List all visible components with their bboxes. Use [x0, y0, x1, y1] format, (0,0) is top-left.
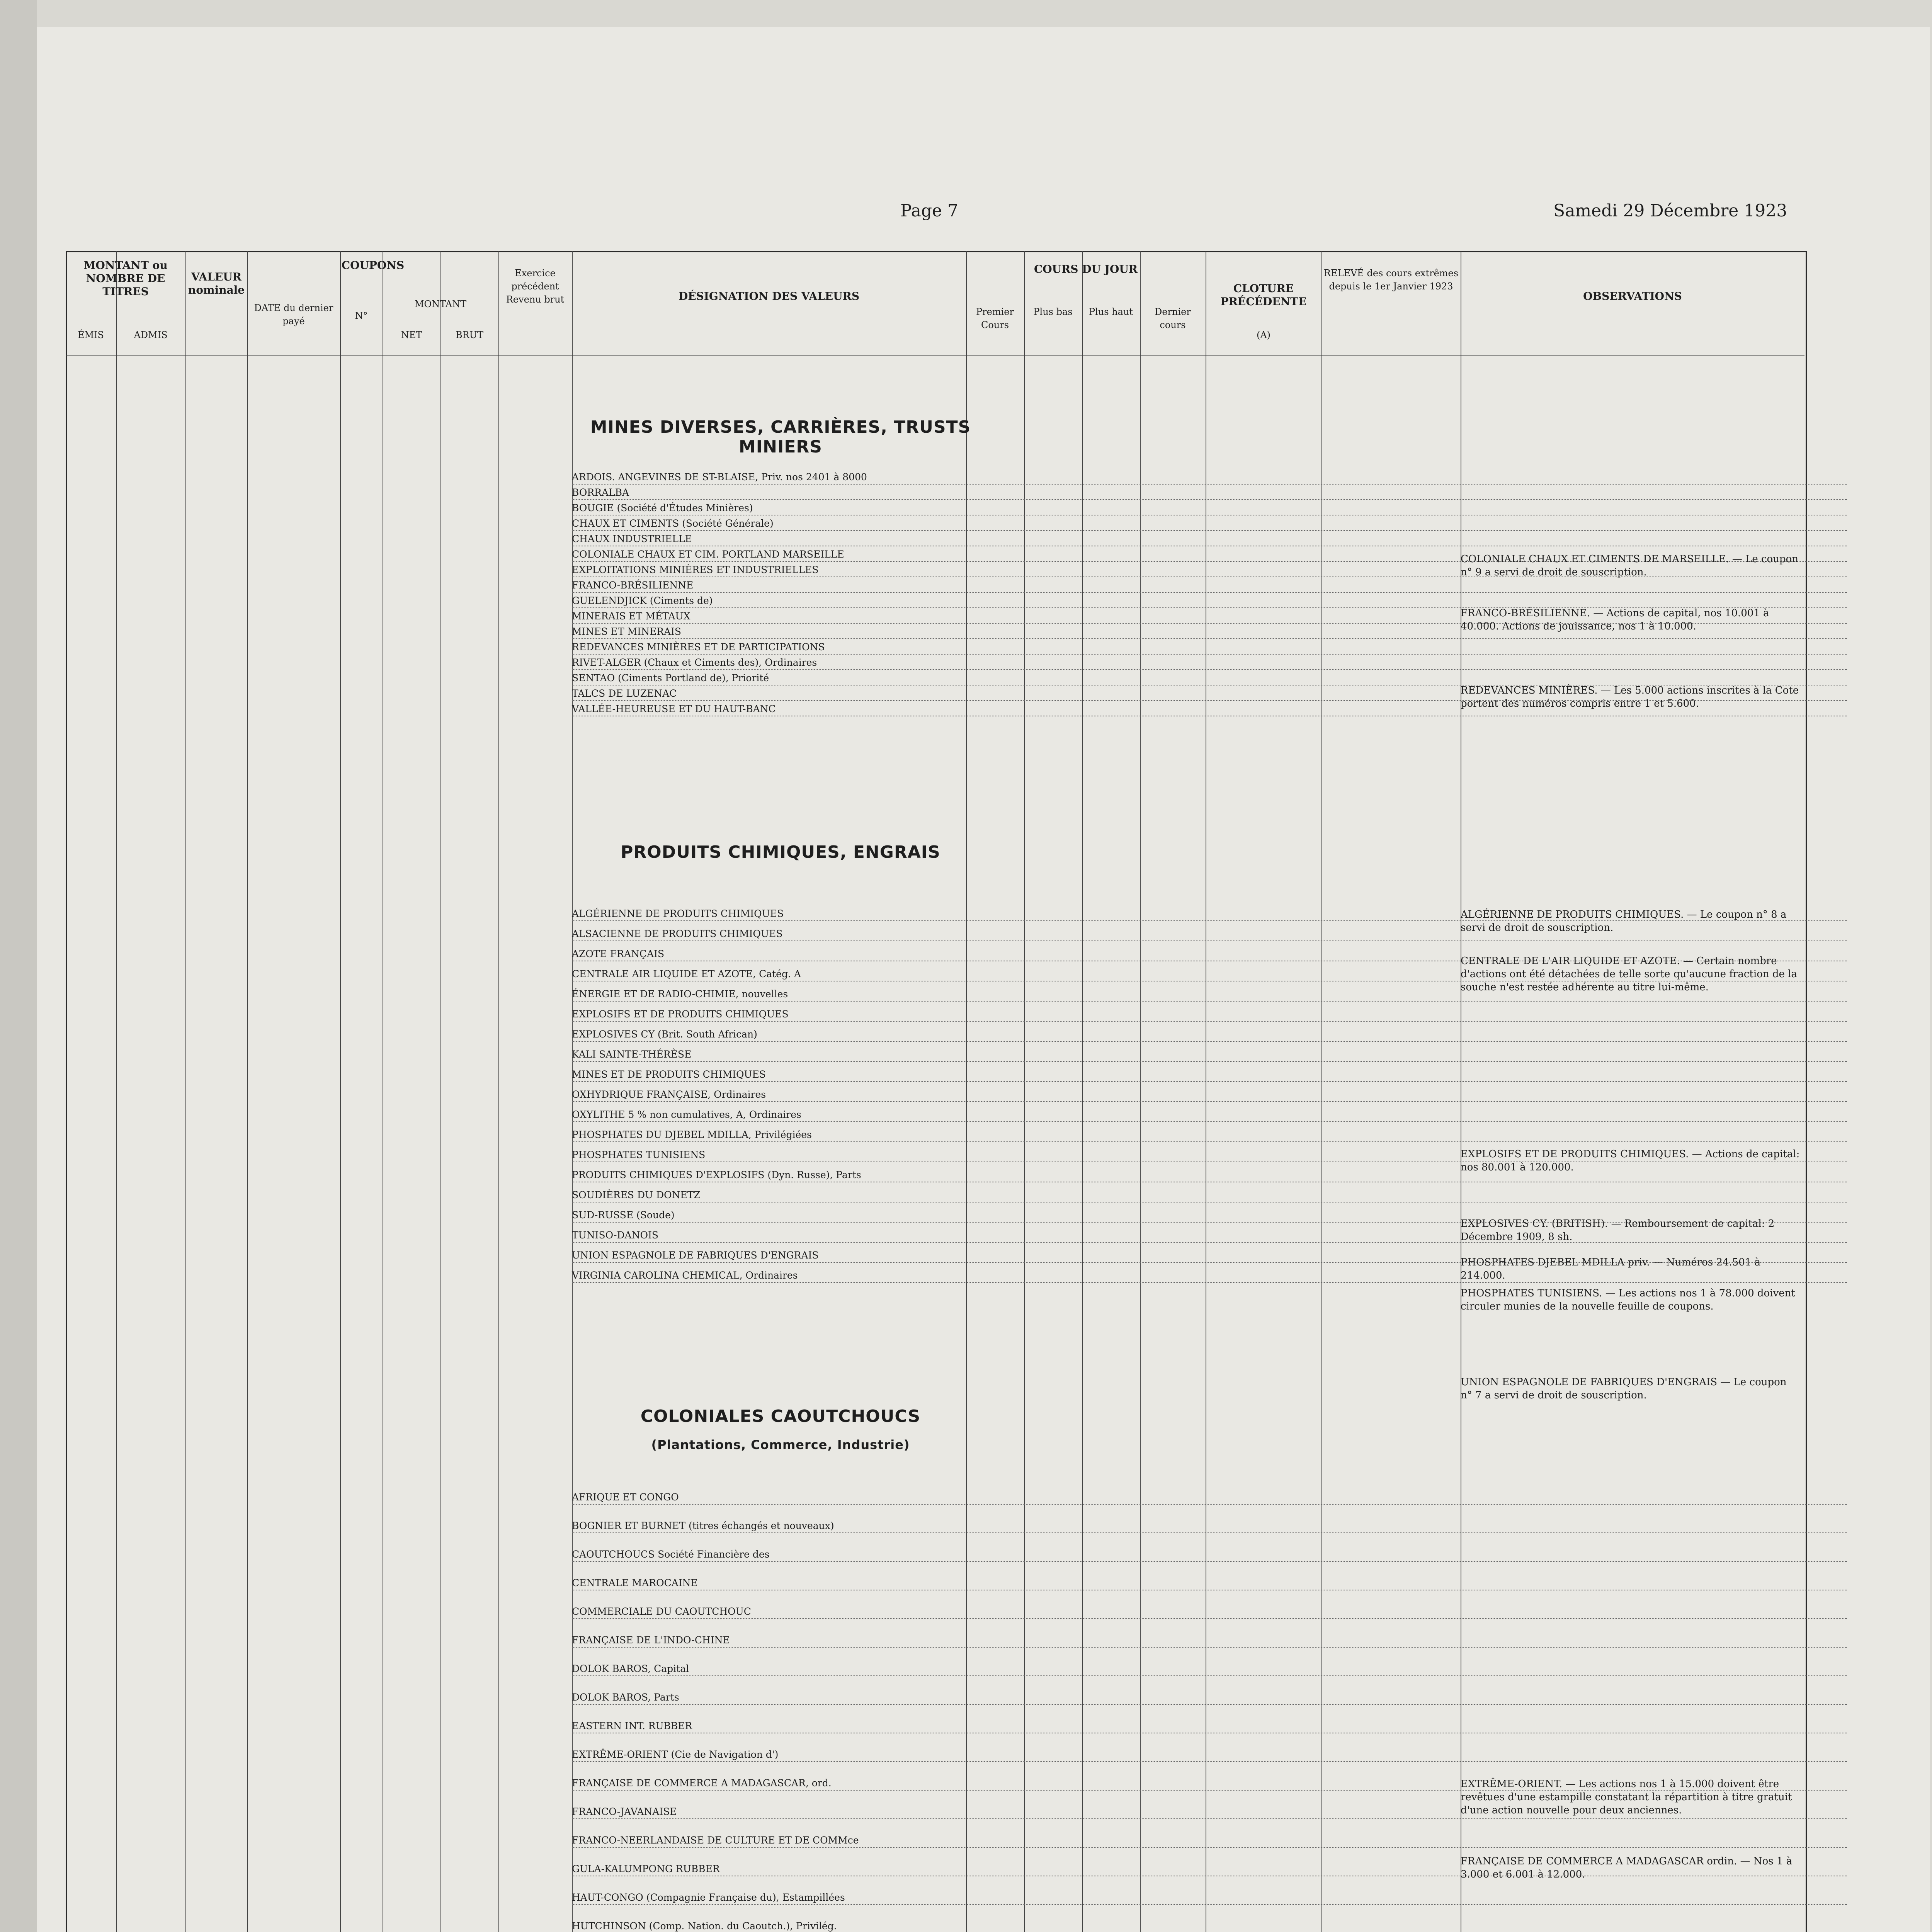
observation-note: REDEVANCES MINIÈRES. — Les 5.000 actions inscrites à la Cote portent des numéros compris entre 1 et 5.600.	[1461, 685, 1799, 709]
section-title-chimiques: PRODUITS CHIMIQUES, ENGRAIS	[621, 842, 940, 862]
observation-note: PHOSPHATES DJEBEL MDILLA priv. — Numéros 24.501 à 214.000.	[1461, 1257, 1761, 1281]
security-designation: VALLÉE-HEUREUSE ET DU HAUT-BANC	[572, 703, 776, 714]
observation-note: COLONIALE CHAUX ET CIMENTS DE MARSEILLE. — Le coupon n° 9 a servi de droit de souscription.	[1461, 553, 1798, 578]
row-leader-dots	[572, 1061, 1847, 1062]
hdr-observations: OBSERVATIONS	[1583, 290, 1682, 303]
security-designation: SENTAO (Ciments Portland de), Priorité	[572, 672, 769, 684]
table-row	[66, 1577, 1804, 1590]
row-leader-dots	[572, 1761, 1847, 1762]
security-designation: GUELENDJICK (Ciments de)	[572, 595, 713, 606]
table-row	[66, 1549, 1804, 1562]
security-designation: MINES ET MINERAIS	[572, 626, 682, 637]
row-leader-dots	[572, 1141, 1847, 1142]
row-leader-dots	[572, 499, 1847, 500]
table-row	[66, 1920, 1804, 1932]
security-designation: MINES ET DE PRODUITS CHIMIQUES	[572, 1069, 766, 1080]
row-leader-dots	[572, 654, 1847, 655]
table-row	[66, 1692, 1804, 1705]
security-designation: SUD-RUSSE (Soude)	[572, 1209, 675, 1221]
security-designation: EXPLOSIVES CY (Brit. South African)	[572, 1029, 757, 1040]
page-number: Page 7	[900, 201, 959, 221]
hdr-admis: ADMIS	[134, 330, 168, 340]
security-designation: MINERAIS ET MÉTAUX	[572, 611, 690, 622]
security-designation: DOLOK BAROS, Capital	[572, 1663, 689, 1674]
security-designation: PRODUITS CHIMIQUES D'EXPLOSIFS (Dyn. Russe), Parts	[572, 1169, 861, 1180]
security-designation: FRANCO-NEERLANDAISE DE CULTURE ET DE COMMce	[572, 1835, 859, 1846]
hdr-cours-du-jour: COURS DU JOUR	[1034, 263, 1138, 276]
security-designation: FRANÇAISE DE COMMERCE A MADAGASCAR, ord.	[572, 1777, 832, 1789]
row-leader-dots	[572, 1704, 1847, 1705]
row-leader-dots	[572, 1282, 1847, 1283]
security-designation: BOUGIE (Société d'Études Minières)	[572, 502, 753, 514]
security-designation: UNION ESPAGNOLE DE FABRIQUES D'ENGRAIS	[572, 1250, 819, 1261]
security-designation: COLONIALE CHAUX ET CIM. PORTLAND MARSEILLE	[572, 549, 844, 560]
row-leader-dots	[572, 1021, 1847, 1022]
table-row	[66, 641, 1804, 655]
table-row	[66, 672, 1804, 685]
security-designation: FRANCO-BRÉSILIENNE	[572, 580, 694, 591]
table-row	[66, 1009, 1804, 1022]
observation-note: PHOSPHATES TUNISIENS. — Les actions nos 1 à 78.000 doivent circuler munies de la nouvelle feuille de coupons.	[1461, 1287, 1795, 1312]
security-designation: CHAUX ET CIMENTS (Société Générale)	[572, 518, 774, 529]
row-leader-dots	[572, 940, 1847, 941]
row-leader-dots	[572, 484, 1847, 485]
security-designation: AFRIQUE ET CONGO	[572, 1492, 679, 1503]
row-leader-dots	[572, 1001, 1847, 1002]
security-designation: CAOUTCHOUCS Société Financière des	[572, 1549, 770, 1560]
hdr-cloture: CLOTURE PRÉCÉDENTE	[1220, 282, 1307, 308]
table-row	[66, 518, 1804, 531]
row-leader-dots	[572, 1101, 1847, 1102]
security-designation: TUNISO-DANOIS	[572, 1230, 658, 1241]
row-leader-dots	[572, 638, 1847, 639]
security-designation: TALCS DE LUZENAC	[572, 688, 677, 699]
hdr-net: NET	[401, 330, 422, 340]
hdr-dernier: Dernier cours	[1155, 306, 1191, 330]
security-designation: CENTRALE MAROCAINE	[572, 1577, 698, 1588]
security-designation: VIRGINIA CAROLINA CHEMICAL, Ordinaires	[572, 1270, 798, 1281]
table-row	[66, 1634, 1804, 1648]
hdr-no: N°	[355, 310, 368, 321]
observation-note: FRANCO-BRÉSILIENNE. — Actions de capital, nos 10.001 à 40.000. Actions de jouissance, nos 1 à 10.000.	[1461, 607, 1769, 632]
security-designation: RIVET-ALGER (Chaux et Ciments des), Ordinaires	[572, 657, 817, 668]
security-designation: FRANÇAISE DE L'INDO-CHINE	[572, 1634, 730, 1646]
section-title-coloniales: COLONIALES CAOUTCHOUCS	[640, 1406, 921, 1426]
hdr-designation: DÉSIGNATION DES VALEURS	[678, 290, 860, 303]
table-row	[66, 1089, 1804, 1102]
hdr-plus-haut: Plus haut	[1088, 306, 1133, 317]
hdr-releve: RELEVÉ des cours extrêmes depuis le 1er Janvier 1923	[1323, 268, 1459, 292]
hdr-brut: BRUT	[456, 330, 483, 340]
row-leader-dots	[572, 1041, 1847, 1042]
security-designation: EXPLOSIFS ET DE PRODUITS CHIMIQUES	[572, 1009, 789, 1020]
table-row	[66, 1189, 1804, 1202]
section-title-mines: MINES DIVERSES, CARRIÈRES, TRUSTS MINIERS	[590, 417, 971, 457]
hdr-exercice: Exercice précédent Revenu brut	[506, 268, 565, 305]
row-leader-dots	[572, 1818, 1847, 1819]
observation-note: EXPLOSIFS ET DE PRODUITS CHIMIQUES. — Actions de capital: nos 80.001 à 120.000.	[1461, 1148, 1800, 1173]
security-designation: EASTERN INT. RUBBER	[572, 1720, 692, 1731]
security-designation: BORRALBA	[572, 487, 629, 498]
security-designation: REDEVANCES MINIÈRES ET DE PARTICIPATIONS	[572, 641, 825, 653]
security-designation: OXYLITHE 5 % non cumulatives, A, Ordinaires	[572, 1109, 801, 1120]
table-row	[66, 502, 1804, 515]
security-designation: DOLOK BAROS, Parts	[572, 1692, 679, 1703]
security-designation: HUTCHINSON (Comp. Nation. du Caoutch.), Privilég.	[572, 1920, 837, 1932]
row-leader-dots	[572, 1561, 1847, 1562]
row-leader-dots	[572, 1081, 1847, 1082]
hdr-montant: MONTANT ou NOMBRE DE TITRES	[83, 259, 168, 298]
table-row	[66, 1129, 1804, 1142]
security-designation: ALGÉRIENNE DE PRODUITS CHIMIQUES	[572, 908, 784, 919]
observation-note: ALGÉRIENNE DE PRODUITS CHIMIQUES. — Le coupon n° 8 a servi de droit de souscription.	[1461, 909, 1787, 934]
table-row	[66, 595, 1804, 608]
hdr-montant-coupon: MONTANT	[414, 299, 467, 310]
security-designation: EXTRÊME-ORIENT (Cie de Navigation d')	[572, 1749, 779, 1760]
row-leader-dots	[572, 1121, 1847, 1122]
hdr-emis: ÉMIS	[77, 330, 104, 340]
table-row	[66, 657, 1804, 670]
security-designation: KALI SAINTE-THÉRÈSE	[572, 1049, 692, 1060]
header-rule	[66, 355, 1804, 356]
row-leader-dots	[572, 1847, 1847, 1848]
table-row	[66, 471, 1804, 485]
row-leader-dots	[572, 1647, 1847, 1648]
table-row	[66, 1720, 1804, 1733]
security-designation: BOGNIER ET BURNET (titres échangés et nouveaux)	[572, 1520, 834, 1531]
security-designation: EXPLOITATIONS MINIÈRES ET INDUSTRIELLES	[572, 564, 819, 575]
table-row	[66, 1892, 1804, 1905]
row-leader-dots	[572, 1532, 1847, 1533]
observation-note: CENTRALE DE L'AIR LIQUIDE ET AZOTE. — Certain nombre d'actions ont été détachées de telle sorte qu'aucune fraction de la souche n'est restée adhérente au titre lui-même.	[1461, 955, 1797, 993]
row-leader-dots	[572, 1675, 1847, 1676]
hdr-premier: Premier Cours	[976, 306, 1014, 330]
hdr-plus-bas: Plus bas	[1033, 306, 1073, 317]
table-row	[66, 1492, 1804, 1505]
security-designation: COMMERCIALE DU CAOUTCHOUC	[572, 1606, 751, 1617]
table-row	[66, 1749, 1804, 1762]
hdr-date: DATE du dernier payé	[254, 303, 333, 327]
security-designation: ARDOIS. ANGEVINES DE ST-BLAISE, Priv. nos 2401 à 8000	[572, 471, 867, 483]
table-row	[66, 533, 1804, 546]
hdr-coupons: COUPONS	[341, 259, 405, 272]
security-designation: AZOTE FRANÇAIS	[572, 948, 665, 959]
security-designation: PHOSPHATES DU DJEBEL MDILLA, Privilégiées	[572, 1129, 812, 1140]
table-row	[66, 487, 1804, 500]
security-designation: PHOSPHATES TUNISIENS	[572, 1149, 706, 1160]
security-designation: GULA-KALUMPONG RUBBER	[572, 1863, 720, 1874]
table-row	[66, 1049, 1804, 1062]
row-leader-dots	[572, 530, 1847, 531]
table-row	[66, 1520, 1804, 1533]
security-designation: CENTRALE AIR LIQUIDE ET AZOTE, Catég. A	[572, 968, 801, 980]
table-row	[66, 1029, 1804, 1042]
row-leader-dots	[572, 1618, 1847, 1619]
table-row	[66, 580, 1804, 593]
table-row	[66, 1109, 1804, 1122]
table-row	[66, 1663, 1804, 1676]
table-row	[66, 1606, 1804, 1619]
security-designation: CHAUX INDUSTRIELLE	[572, 533, 692, 544]
security-designation: SOUDIÈRES DU DONETZ	[572, 1189, 701, 1201]
page-date: Samedi 29 Décembre 1923	[1553, 201, 1787, 221]
observation-note: UNION ESPAGNOLE DE FABRIQUES D'ENGRAIS — Le coupon n° 7 a servi de droit de souscription.	[1461, 1376, 1787, 1401]
observation-note: EXPLOSIVES CY. (BRITISH). — Remboursement de capital: 2 Décembre 1909, 8 sh.	[1461, 1218, 1775, 1243]
row-leader-dots	[572, 669, 1847, 670]
section-subtitle-coloniales: (Plantations, Commerce, Industrie)	[651, 1437, 910, 1452]
hdr-cloture-sub: (A)	[1256, 330, 1271, 340]
security-designation: ÉNERGIE ET DE RADIO-CHIMIE, nouvelles	[572, 988, 788, 1000]
security-designation: FRANCO-JAVANAISE	[572, 1806, 677, 1817]
row-leader-dots	[572, 592, 1847, 593]
page-binding	[0, 0, 37, 1932]
hdr-valeur: VALEUR nominale	[188, 270, 245, 296]
security-designation: HAUT-CONGO (Compagnie Française du), Estampillées	[572, 1892, 845, 1903]
security-designation: ALSACIENNE DE PRODUITS CHIMIQUES	[572, 928, 783, 939]
row-leader-dots	[572, 1904, 1847, 1905]
observation-note: FRANÇAISE DE COMMERCE A MADAGASCAR ordin. — Nos 1 à 3.000 et 6.001 à 12.000.	[1461, 1855, 1793, 1880]
table-row	[66, 1835, 1804, 1848]
row-leader-dots	[572, 1504, 1847, 1505]
observation-note: EXTRÊME-ORIENT. — Les actions nos 1 à 15.000 doivent être revêtues d'une estampille constatant la répartition à titre gratuit d'une action nouvelle pour deux anciennes.	[1461, 1778, 1792, 1816]
table-row	[66, 1069, 1804, 1082]
security-designation: OXHYDRIQUE FRANÇAISE, Ordinaires	[572, 1089, 766, 1100]
